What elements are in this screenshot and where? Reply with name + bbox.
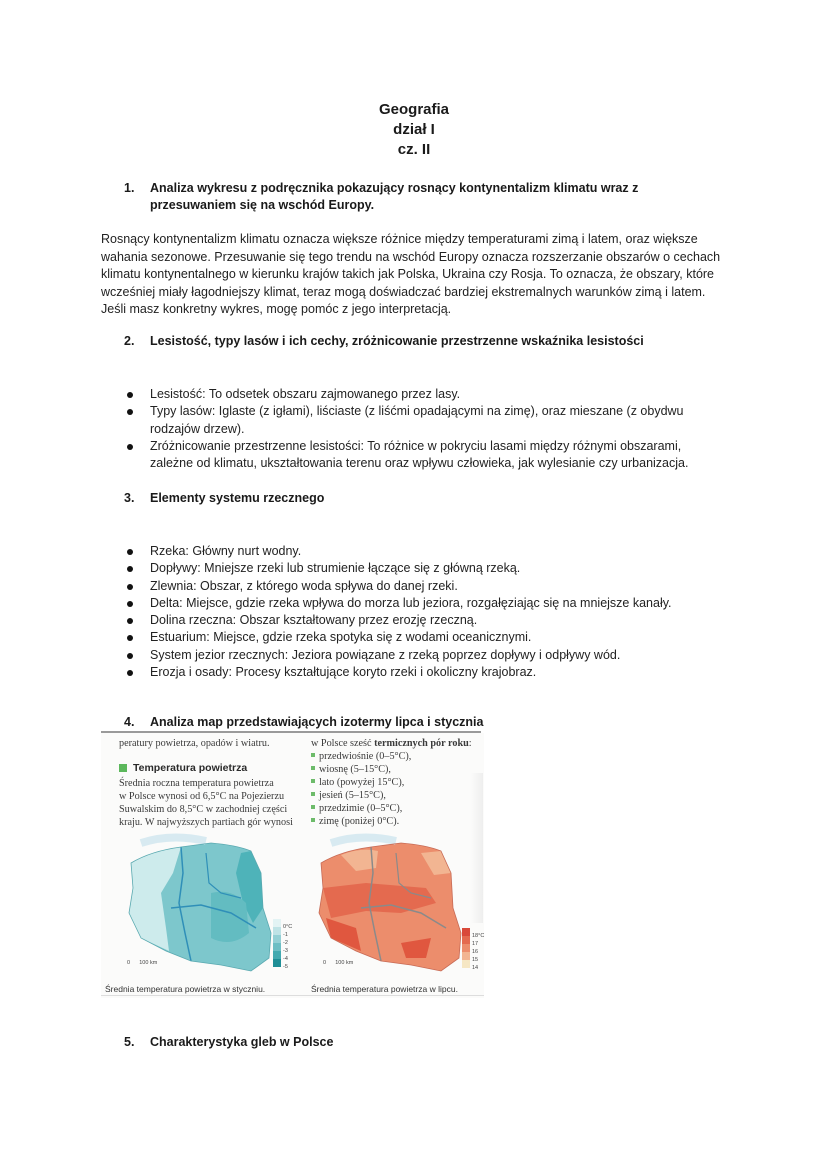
bullet-icon (127, 635, 133, 641)
bullet-icon (127, 392, 133, 398)
list-item: Estuarium: Miejsce, gdzie rzeka spotyka się z wodami oceanicznymi. (101, 629, 721, 646)
section-5-heading: 5. Charakterystyka gleb w Polsce (124, 1035, 334, 1049)
document-part: cz. II (397, 141, 431, 158)
season-item: lato (powyżej 15°C), (311, 776, 481, 789)
scan-right-column (311, 737, 481, 828)
july-scale-bar: 0 100 km (323, 960, 354, 966)
legend-swatch (462, 952, 470, 960)
legend-swatch (273, 927, 281, 935)
list-item: Lesistość: To odsetek obszaru zajmowanego przez lasy. (101, 386, 721, 403)
legend-swatch (462, 928, 470, 936)
july-legend-labels: 18°C 17 16 15 14 (472, 933, 485, 971)
list-item: Delta: Miejsce, gdzie rzeka wpływa do morza lub jeziora, rozgałęziając się na mniejsze kanały. (101, 595, 721, 612)
july-legend (462, 928, 470, 968)
legend-swatch (462, 936, 470, 944)
scan-left-column: peratury powietrza, opadów i wiatru. Temperatura powietrza Średnia roczna temperatura powietrza w Polsce wynosi od 6,5°C na Pojezierzu Suwalskim do 8,5°C w zachodniej części kraju. W najwyższych partiach gór wynosi (119, 737, 297, 829)
green-square-icon (119, 764, 127, 772)
green-bullet-icon (311, 766, 315, 770)
seasons-intro: w Polsce sześć termicznych pór roku: (311, 738, 472, 749)
january-legend (273, 919, 281, 967)
green-bullet-icon (311, 792, 315, 796)
legend-swatch (462, 960, 470, 968)
section-1-paragraph: Rosnący kontynentalizm klimatu oznacza większe różnice między temperaturami zimą i latem, oraz większe wahania sezonowe. Przesuwanie się tego trendu na wschód Europy oznacza rozszerzanie obszarów o cechach klimatu kontynentalnego w kierunku krajów takich jak Polska, Ukraina czy Rosja. To oznacza, że obszary, które wcześniej miały łagodniejszy klimat, teraz mogą doświadczać bardziej ekstremalnych warunków zimą i latem. Jeśli masz konkretny wykres, mogę pomóc z jego interpretacją. (101, 232, 721, 316)
list-item: Rzeka: Główny nurt wodny. (101, 543, 721, 560)
season-item: przedzimie (0–5°C), (311, 802, 481, 815)
legend-swatch (273, 951, 281, 959)
january-temperature-map (111, 833, 296, 978)
july-temperature-map (306, 833, 481, 978)
section-2-bullet-list (101, 386, 721, 472)
list-item: Dolina rzeczna: Obszar kształtowany przez erozję rzeczną. (101, 612, 721, 629)
legend-swatch (273, 935, 281, 943)
green-bullet-icon (311, 818, 315, 822)
bullet-icon (127, 584, 133, 590)
bullet-icon (127, 670, 133, 676)
bullet-icon (127, 618, 133, 624)
scan-bottom-rule (101, 995, 484, 996)
january-legend-labels: 0°C -1 -2 -3 -4 -5 (283, 924, 293, 970)
january-scale-bar: 0 100 km (127, 960, 158, 966)
season-item: zimę (poniżej 0°C). (311, 815, 481, 828)
green-bullet-icon (311, 805, 315, 809)
document-title-block (0, 100, 828, 160)
legend-swatch (462, 944, 470, 952)
bullet-icon (127, 444, 133, 450)
textbook-scan-image (101, 733, 484, 998)
section-1-heading: 1. Analiza wykresu z podręcznika pokazujący rosnący kontynentalizm klimatu wraz z przesuwaniem się na wschód Europy. (124, 181, 639, 212)
season-item: jesień (5–15°C), (311, 789, 481, 802)
scan-subhead: Temperatura powietrza (119, 762, 297, 775)
section-4-heading: 4. Analiza map przedstawiających izotermy lipca i stycznia (124, 715, 484, 729)
section-2-heading: 2. Lesistość, typy lasów i ich cechy, zróżnicowanie przestrzenne wskaźnika lesistości (124, 334, 644, 348)
document-subtitle: dział I (393, 121, 435, 138)
document-title: Geografia (378, 101, 450, 118)
legend-swatch (273, 943, 281, 951)
section-3-heading: 3. Elementy systemu rzecznego (124, 491, 325, 505)
july-map-caption: Średnia temperatura powietrza w lipcu. (311, 984, 458, 994)
january-map-caption: Średnia temperatura powietrza w styczniu. (105, 984, 266, 994)
list-item: System jezior rzecznych: Jeziora powiązane z rzeką poprzez dopływy i odpływy wód. (101, 647, 721, 664)
section-3-bullet-list (101, 543, 721, 681)
legend-swatch (273, 919, 281, 927)
list-item: Typy lasów: Iglaste (z igłami), liściaste (z liśćmi opadającymi na zimę), oraz mieszane (z obydwu rodzajów drzew). (101, 403, 721, 438)
bullet-icon (127, 653, 133, 659)
green-bullet-icon (311, 753, 315, 757)
season-item: przedwiośnie (0–5°C), (311, 750, 481, 763)
green-bullet-icon (311, 779, 315, 783)
list-item: Dopływy: Mniejsze rzeki lub strumienie łączące się z główną rzeką. (101, 560, 721, 577)
season-item: wiosnę (5–15°C), (311, 763, 481, 776)
list-item: Erozja i osady: Procesy kształtujące koryto rzeki i okoliczny krajobraz. (101, 664, 721, 681)
bullet-icon (127, 409, 133, 415)
bullet-icon (127, 566, 133, 572)
bullet-icon (127, 601, 133, 607)
list-item: Zlewnia: Obszar, z którego woda spływa do danej rzeki. (101, 578, 721, 595)
legend-swatch (273, 959, 281, 967)
bullet-icon (127, 549, 133, 555)
list-item: Zróżnicowanie przestrzenne lesistości: To różnice w pokryciu lasami między różnymi obszarami, zależne od klimatu, ukształtowania terenu oraz wpływu człowieka, jak wylesianie czy urbanizacja. (101, 438, 721, 473)
